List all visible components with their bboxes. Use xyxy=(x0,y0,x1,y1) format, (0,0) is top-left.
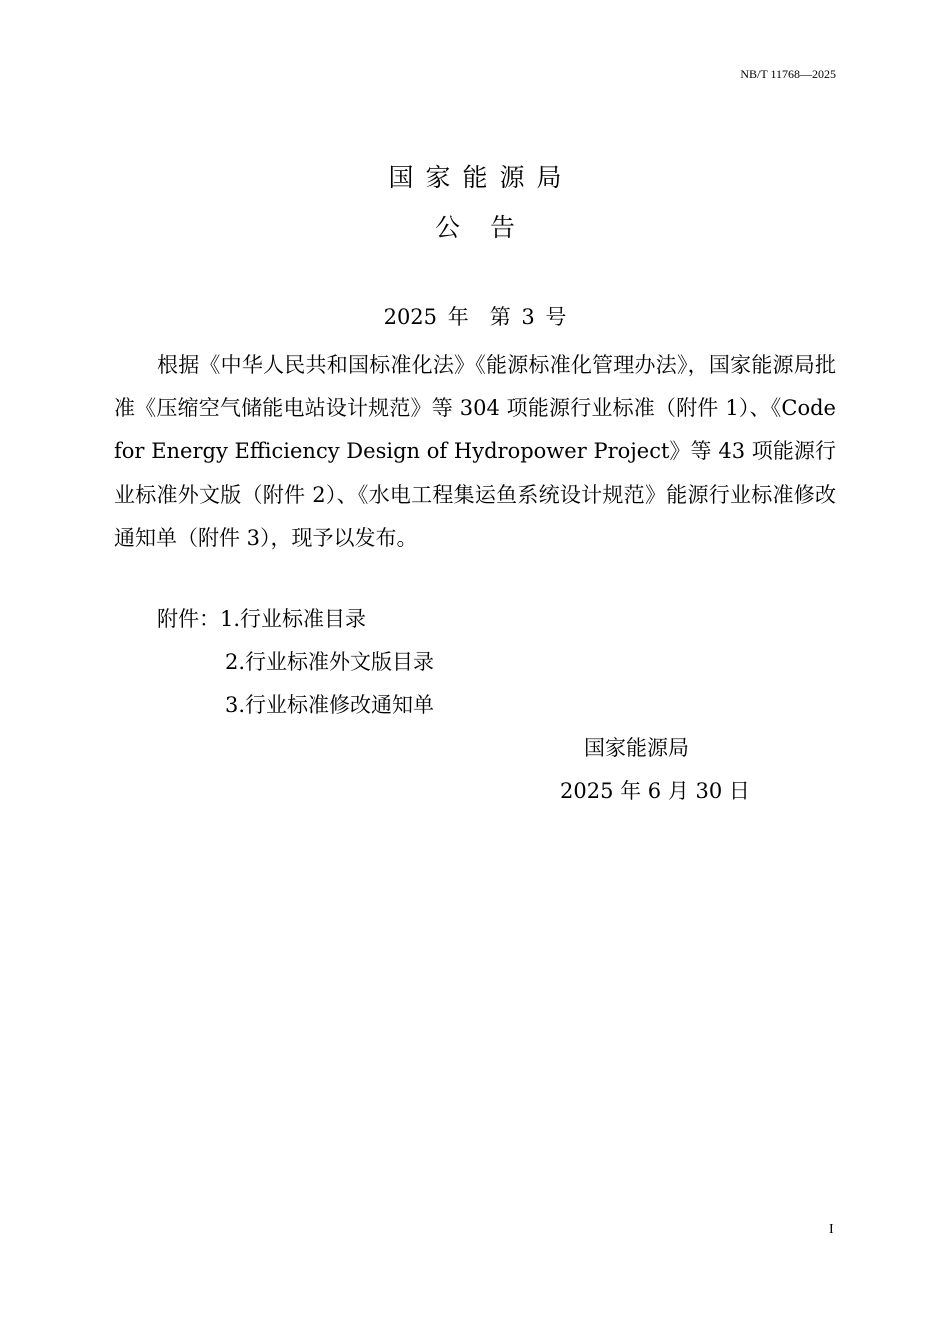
attachment-item-3: 3.行业标准修改通知单 xyxy=(225,693,435,717)
page-number: I xyxy=(829,1222,834,1237)
issuer-title: 国家能源局 xyxy=(388,163,574,192)
signature-date: 2025 年 6 月 30 日 xyxy=(560,779,750,803)
attachment-item-2: 2.行业标准外文版目录 xyxy=(225,650,435,674)
attachment-text: 1.行业标准目录 xyxy=(220,607,367,631)
attachment-item-1 xyxy=(157,603,366,633)
signature-organization: 国家能源局 xyxy=(584,736,689,760)
announcement-body: 根据《中华人民共和国标准化法》《能源标准化管理办法》，国家能源局批准《压缩空气储能电站设计规范》等 304 项能源行业标准（附件 1）、《Code for Energy Efficiency Design of Hydropower Project》等 43 项能源行业标准外文版（附件 2）、《水电工程集运鱼系统设计规范》能源行业标准修改通知单（附件 3），现予以发布。 xyxy=(114,353,836,550)
standard-code: NB/T 11768—2025 xyxy=(740,67,836,81)
document-type-title: 公告 xyxy=(434,213,545,242)
attachment-label: 附件： xyxy=(157,607,220,631)
issue-number: 2025 年 第 3 号 xyxy=(383,305,567,329)
